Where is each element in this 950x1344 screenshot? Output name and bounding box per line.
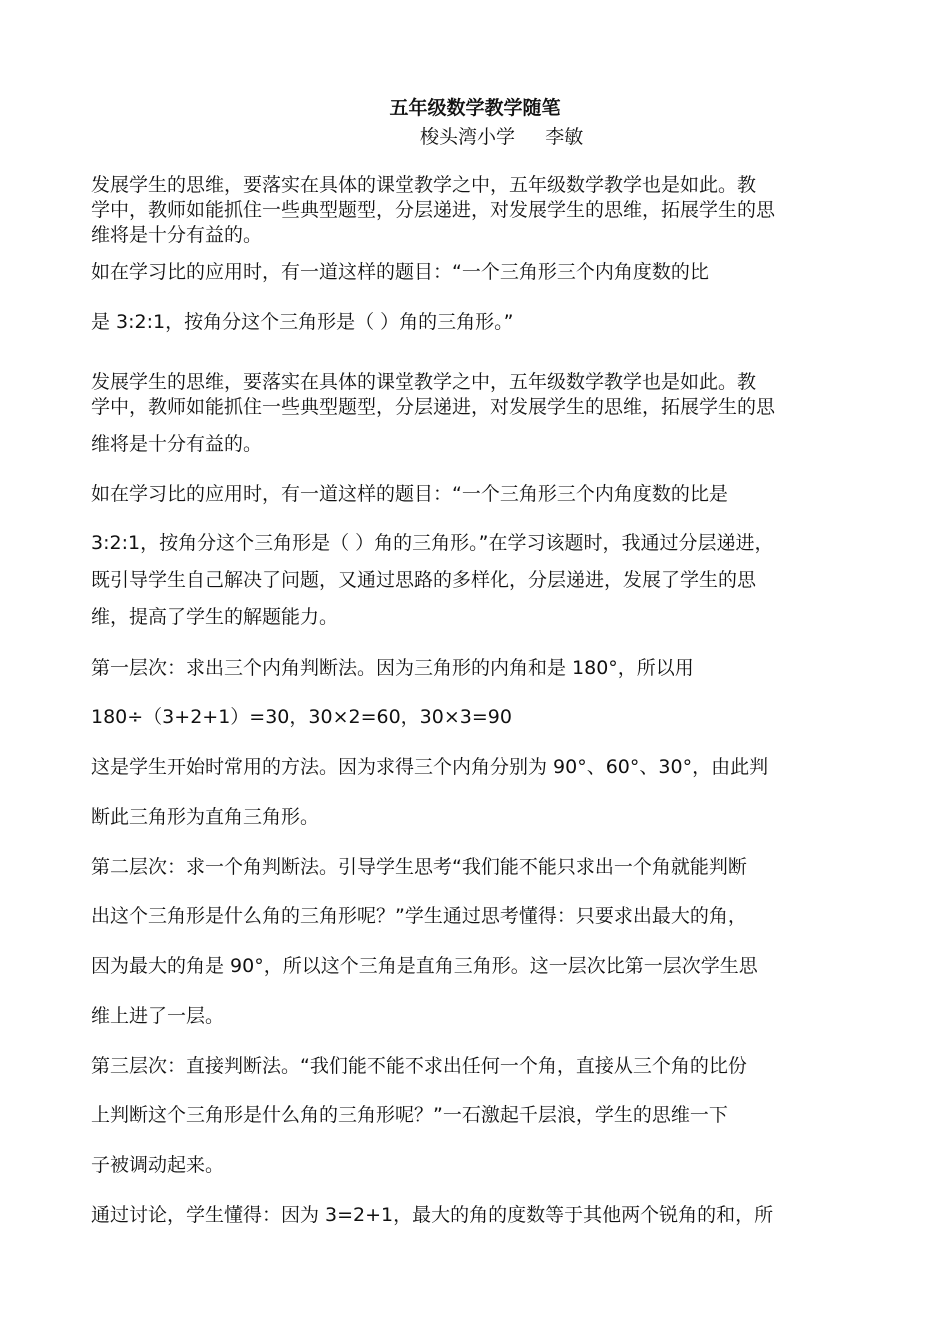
body-line: 断此三角形为直角三角形。 xyxy=(91,806,320,828)
body-line: 180÷（3+2+1）=30，30×2=60，30×3=90 xyxy=(91,706,512,728)
body-line: 第一层次：求出三个内角判断法。因为三角形的内角和是 180°，所以用 xyxy=(91,657,694,679)
body-line: 上判断这个三角形是什么角的三角形呢？”一石激起千层浪，学生的思维一下 xyxy=(91,1104,728,1126)
body-line: 维，提高了学生的解题能力。 xyxy=(91,606,339,628)
body-line: 学中，教师如能抓住一些典型题型，分层递进，对发展学生的思维，拓展学生的思 xyxy=(91,199,776,221)
body-line: 维将是十分有益的。 xyxy=(91,433,263,455)
body-line: 如在学习比的应用时，有一道这样的题目：“一个三角形三个内角度数的比 xyxy=(91,261,709,283)
body-line: 维将是十分有益的。 xyxy=(91,224,263,246)
author-byline: 梭头湾小学 李敏 xyxy=(420,126,584,148)
body-line: 既引导学生自己解决了问题，又通过思路的多样化，分层递进，发展了学生的思 xyxy=(91,569,757,591)
body-line: 出这个三角形是什么角的三角形呢？”学生通过思考懂得：只要求出最大的角， xyxy=(91,905,747,927)
body-line: 第二层次：求一个角判断法。引导学生思考“我们能不能只求出一个角就能判断 xyxy=(91,856,747,878)
body-line: 如在学习比的应用时，有一道这样的题目：“一个三角形三个内角度数的比是 xyxy=(91,483,728,505)
body-line: 这是学生开始时常用的方法。因为求得三个内角分别为 90°、60°、30°，由此判 xyxy=(91,756,769,778)
body-line: 子被调动起来。 xyxy=(91,1154,225,1176)
body-line: 发展学生的思维，要落实在具体的课堂教学之中，五年级数学教学也是如此。教 xyxy=(91,371,757,393)
body-line: 维上进了一层。 xyxy=(91,1005,225,1027)
body-line: 发展学生的思维，要落实在具体的课堂教学之中，五年级数学教学也是如此。教 xyxy=(91,174,757,196)
body-line: 学中，教师如能抓住一些典型题型，分层递进，对发展学生的思维，拓展学生的思 xyxy=(91,396,776,418)
body-line: 第三层次：直接判断法。“我们能不能不求出任何一个角，直接从三个角的比份 xyxy=(91,1055,747,1077)
body-line: 通过讨论，学生懂得：因为 3=2+1，最大的角的度数等于其他两个锐角的和，所 xyxy=(91,1204,774,1226)
body-line: 3:2:1，按角分这个三角形是（ ）角的三角形。”在学习该题时，我通过分层递进， xyxy=(91,532,774,554)
body-line: 是 3:2:1，按角分这个三角形是（ ）角的三角形。” xyxy=(91,311,514,333)
document-title: 五年级数学教学随笔 xyxy=(389,97,561,119)
body-line: 因为最大的角是 90°，所以这个三角是直角三角形。这一层次比第一层次学生思 xyxy=(91,955,758,977)
